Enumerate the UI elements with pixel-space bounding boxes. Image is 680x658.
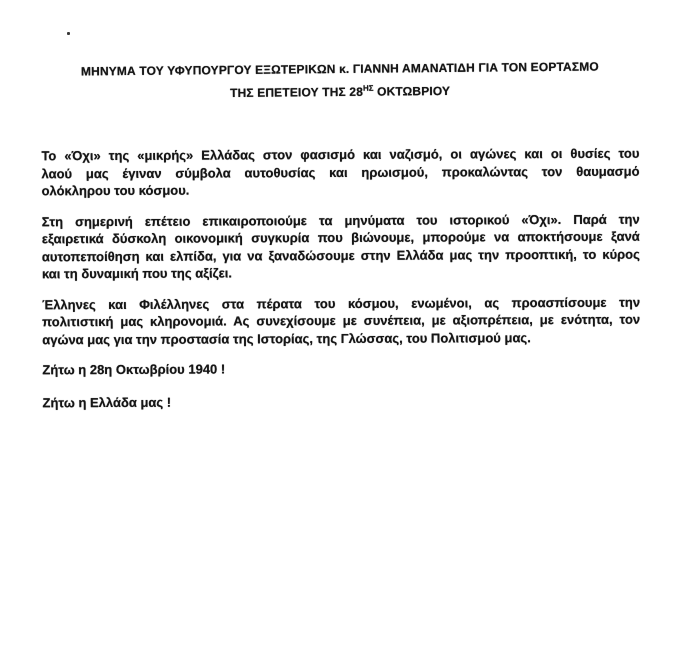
paragraph-1-line: λαού μας έγιναν σύμβολα αυτοθυσίας και ηρωισμού, προκαλώντας τον θαυμασμό	[41, 163, 640, 181]
document-title	[36, 57, 644, 105]
paragraph-2-line: αυτοπεποίθηση και ελπίδα, για να ξαναδώσουμε στην Ελλάδα μας την προοπτική, το κύρος	[41, 246, 640, 264]
paragraph-1-line: ολόκληρου του κόσμου.	[41, 182, 190, 199]
paragraph-3-line: πολιτιστική μας κληρονομιά. Ας συνεχίσουμε με συνέπεια, με αξιοπρέπεια, με ενότητα, τον	[42, 311, 641, 330]
paragraph-1-line: Το «Όχι» της «μικρής» Ελλάδας στον φασισμό και ναζισμό, οι αγώνες και οι θυσίες του	[41, 145, 640, 164]
document-title-line1: ΜΗΝΥΜΑ ΤΟΥ ΥΦΥΠΟΥΡΓΟΥ ΕΞΩΤΕΡΙΚΩΝ κ. ΓΙΑΝΝΗ ΑΜΑΝΑΤΙΔΗ ΓΙΑ ΤΟΝ ΕΟΡΤΑΣΜΟ	[80, 59, 599, 79]
document-title-line2-month: ΟΚΤΩΒΡΙΟΥ	[373, 83, 451, 99]
paragraph-1	[41, 145, 639, 200]
document-body	[41, 145, 640, 427]
scan-speck-artifact	[67, 32, 70, 35]
paragraph-2-line: και τη δυναμική που της αξίζει.	[41, 265, 233, 282]
document-title-ordinal-superscript: ΗΣ	[362, 83, 374, 93]
closing-line-greece: Ζήτω η Ελλάδα μας !	[42, 394, 172, 410]
closing-line-anniversary: Ζήτω η 28η Οκτωβρίου 1940 !	[42, 361, 226, 378]
document-title-line2-text: ΤΗΣ ΕΠΕΤΕΙΟΥ ΤΗΣ 28	[229, 84, 364, 101]
paragraph-2	[42, 210, 640, 283]
paragraph-2-line: Στη σημερινή επέτειο επικαιροποιούμε τα μηνύματα του ιστορικού «Όχι». Παρά την	[41, 211, 640, 229]
paragraph-3-line: Έλληνες και Φιλέλληνες στα πέρατα του κόσμου, ενωμένοι, ας προασπίσουμε την	[42, 294, 641, 312]
paragraph-3-line: αγώνα μας για την προστασία της Ιστορίας, της Γλώσσας, του Πολιτισμού μας.	[42, 329, 531, 347]
paragraph-2-line: εξαιρετικά δύσκολη οικονομική συγκυρία που βιώνουμε, μπορούμε να αποκτήσουμε ξανά	[41, 228, 640, 247]
paragraph-3	[42, 293, 640, 348]
